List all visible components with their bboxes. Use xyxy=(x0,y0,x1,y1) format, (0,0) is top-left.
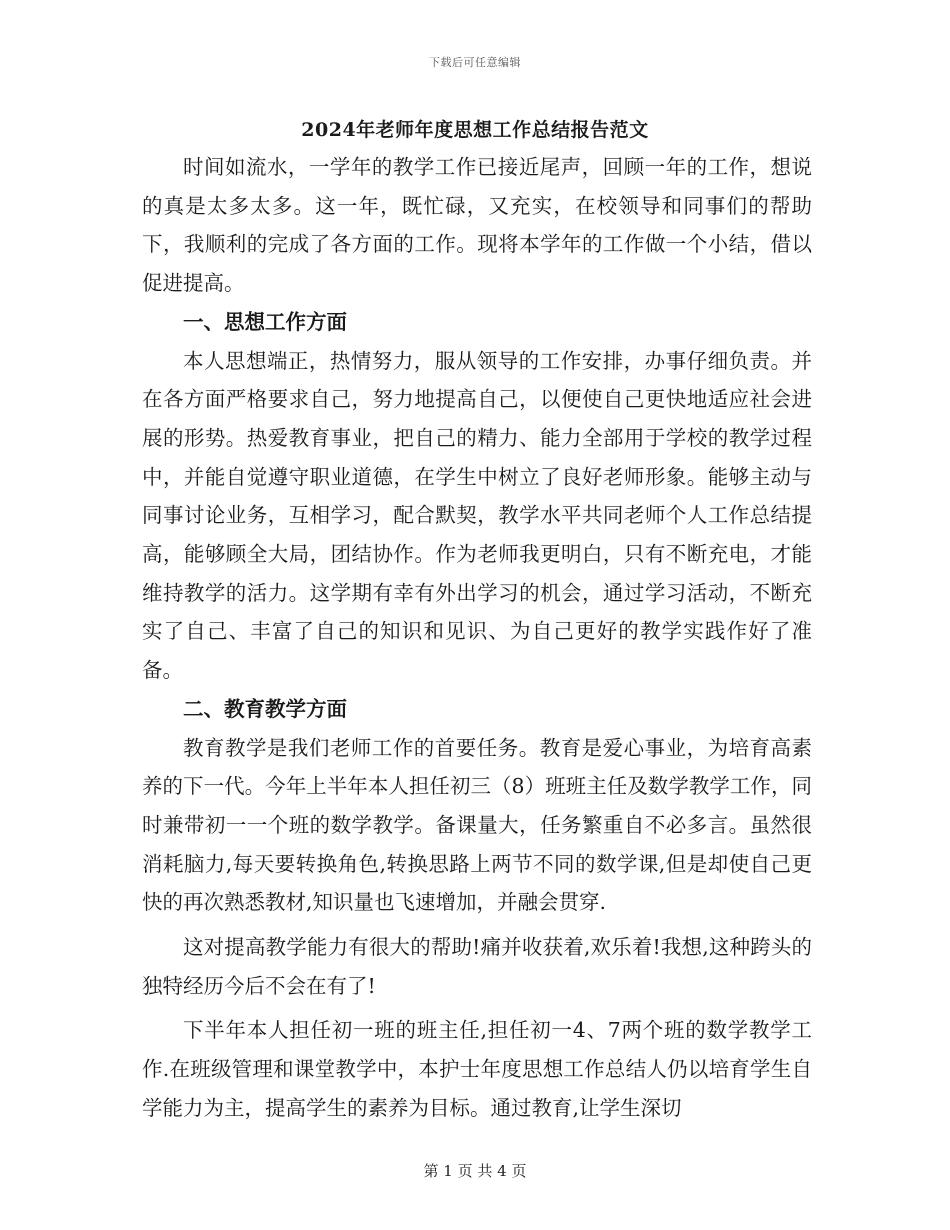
section-heading-teaching: 二、教育教学方面 xyxy=(183,696,347,721)
page-number-footer: 第 1 页 共 4 页 xyxy=(423,1162,527,1180)
teaching-paragraph-3: 下半年本人担任初一班的班主任,担任初一4、7两个班的数学教学工作.在班级管理和课堂教学中，本护士年度思想工作总结人仍以培育学生自学能力为主，提高学生的素养为目标。通过教育,让学生深切 xyxy=(142,1018,812,1120)
intro-paragraph: 时间如流水，一学年的教学工作已接近尾声，回顾一年的工作，想说的真是太多太多。这一年，既忙碌，又充实，在校领导和同事们的帮助下，我顺利的完成了各方面的工作。现将本学年的工作做一个小结，借以促进提高。 xyxy=(142,155,812,296)
header-note: 下载后可任意编辑 xyxy=(429,56,521,69)
thought-work-paragraph: 本人思想端正，热情努力，服从领导的工作安排，办事仔细负责。并在各方面严格要求自己，努力地提高自己，以便使自己更快地适应社会进展的形势。热爱教育事业，把自己的精力、能力全部用于学校的教学过程中，并能自觉遵守职业道德，在学生中树立了良好老师形象。能够主动与同事讨论业务，互相学习，配合默契，教学水平共同老师个人工作总结提高，能够顾全大局，团结协作。作为老师我更明白，只有不断充电，才能维持教学的活力。这学期有幸有外出学习的机会，通过学习活动，不断充实了自己、丰富了自己的知识和见识、为自己更好的教学实践作好了准备。 xyxy=(142,348,812,683)
document-body xyxy=(142,148,812,1128)
document-title: 2024年老师年度思想工作总结报告范文 xyxy=(301,119,649,141)
teaching-paragraph-2: 这对提高教学能力有很大的帮助!痛并收获着,欢乐着!我想,这种跨头的独特经历今后不会在有了! xyxy=(142,935,812,998)
teaching-paragraph-1: 教育教学是我们老师工作的首要任务。教育是爱心事业，为培育高素养的下一代。今年上半年本人担任初三（8）班班主任及数学教学工作，同时兼带初一一个班的数学教学。备课量大，任务繁重自不必多言。虽然很消耗脑力,每天要转换角色,转换思路上两节不同的数学课,但是却使自己更快的再次熟悉教材,知识量也飞速增加，并融会贯穿. xyxy=(142,735,812,915)
section-heading-thought-work: 一、思想工作方面 xyxy=(183,309,347,334)
